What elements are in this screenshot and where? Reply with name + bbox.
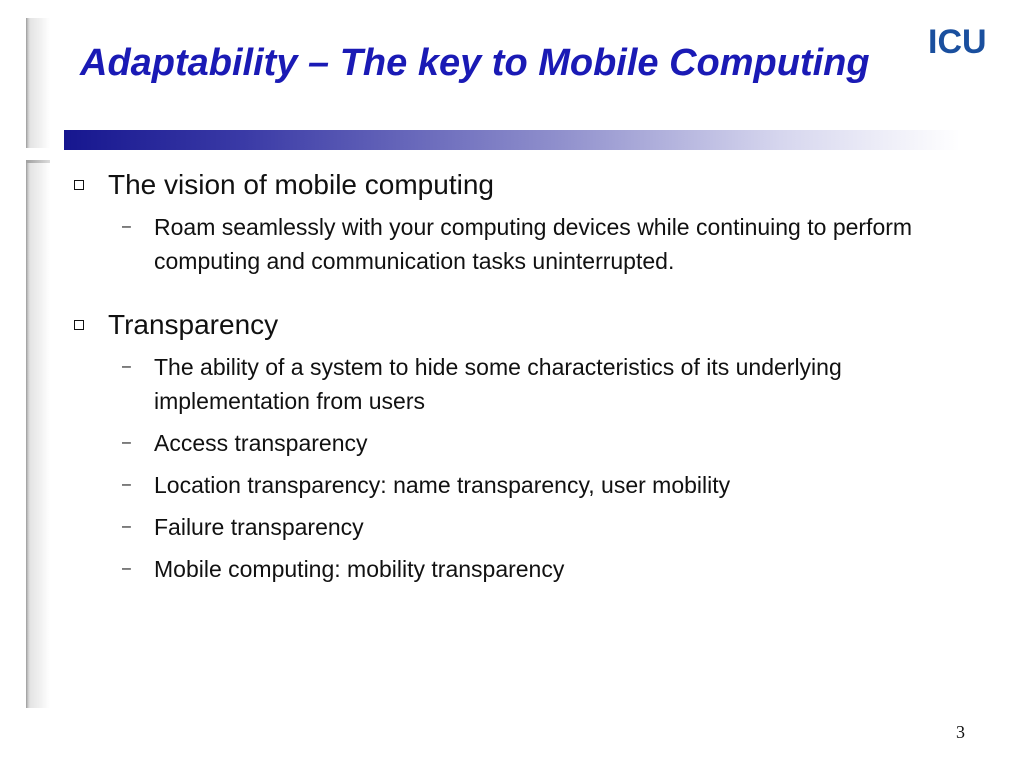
bullet-text: Access transparency	[154, 430, 368, 456]
bullet-text: Roam seamlessly with your computing devices while continuing to perform computing and communication tasks uninterrupted.	[154, 214, 913, 274]
dash-bullet: –	[122, 218, 131, 235]
logo-text: ICU	[928, 24, 987, 58]
dash-bullet: –	[122, 476, 131, 493]
slide-content	[72, 168, 972, 586]
bullet-level2	[72, 510, 974, 544]
dash-bullet: –	[122, 518, 131, 535]
dash-bullet: –	[122, 560, 131, 577]
bullet-level2	[72, 552, 974, 586]
bullet-text: Failure transparency	[154, 514, 364, 540]
bullet-level1	[72, 308, 972, 342]
title-underline-rule	[64, 130, 960, 150]
bullet-heading: The vision of mobile computing	[108, 169, 494, 200]
dash-bullet: –	[122, 434, 131, 451]
left-decorative-bar-bottom	[26, 160, 50, 708]
icu-logo	[928, 24, 1000, 58]
bullet-level2	[72, 426, 974, 460]
left-decorative-bar-top	[26, 18, 50, 148]
bullet-text: The ability of a system to hide some characteristics of its underlying implementation from users	[154, 354, 842, 414]
hollow-square-icon	[74, 320, 84, 330]
page-number: 3	[956, 722, 965, 742]
bullet-text: Location transparency: name transparency, user mobility	[154, 472, 731, 498]
hollow-square-icon	[74, 180, 84, 190]
bullet-level2	[72, 468, 974, 502]
bullet-level2	[72, 210, 974, 278]
bullet-level1	[72, 168, 972, 202]
bullet-level2	[72, 350, 974, 418]
slide-title: Adaptability – The key to Mobile Computing	[80, 42, 870, 84]
bullet-text: Mobile computing: mobility transparency	[154, 556, 565, 582]
bullet-heading: Transparency	[108, 309, 279, 340]
dash-bullet: –	[122, 358, 131, 375]
